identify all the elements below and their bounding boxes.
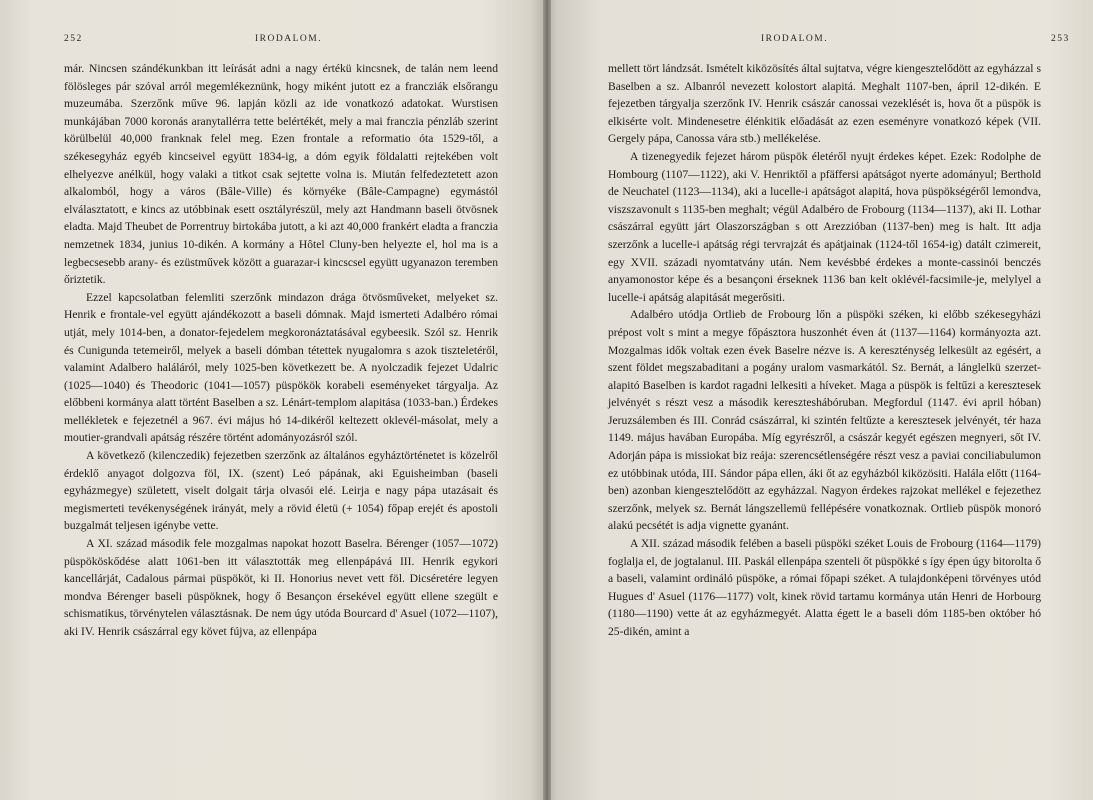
page-body: [64, 60, 498, 641]
paragraph: már. Nincsen szándékunkban itt leírását adni a nagy értékü kincsnek, de talán nem leend fölösleges pár szóval arról megemlékeznünk, hogy miként jutott ez a francziák elsőrangu muzeumába. Szerzőnk műve 96. lapján közli az ide vonatkozó adatokat. Wurstisen munkájában 7000 koronás aranytallérra tette belértékét, mely a mai franczia pénzláb szerint körülbelül 40,000 franknak felel meg. Ezen frontale a reformatio óta 1529-től, a székesegyház egyéb kincseivel együtt 1834-ig, a dóm egyik földalatti rejtekében volt elhelyezve anélkül, hogy valaki a titkot csak sejtette volna is. Miután felfedeztetett azon alkalomból, hogy a város (Bâle-Ville) és környéke (Bâle-Campagne) egymástól elválasztatott, e kincs az utóbbinak esett osztályrészül, mely azt Handmann baseli ötvösnek eladta. Majd Theubet de Porrentruy birtokába jutott, a ki azt 40,000 frankért eladta a franczia nemzetnek 1834, junius 10-dikén. A kormány a Hôtel Cluny-ben helyezte el, hol ma is a legbecsesebb arany- és ezüstművek között a guarazar-i kincscsel együtt ugyanazon teremben őriztetik.: [64, 62, 498, 287]
running-head: IRODALOM.: [255, 34, 323, 44]
paragraph: A tizenegyedik fejezet három püspök életéről nyujt érdekes képet. Ezek: Rodolphe de Hombourg (1107—1122), aki V. Henriktől a pfäffersi apátságot nyerte adományul; Berthold de Neuchatel (1123—1134), aki a lucelle-i apátságot alapitá, hova püspökségéről lemondva, viszszavonult s 1135-ben meghalt; végül Adalbéro de Frobourg (1134—1137), aki II. Lothar császárral együtt járt Olaszországban s ott Arezzióban (1137-ben) meg is halt. Itt adja szerzőnk a lucelle-i apátság régi tervrajzát és apátjainak (1124-től 1654-ig) datált czimereit, egy XVII. századi nyomtatvány után. Nem kevésbbé érdekes a monte-cassinói benczés anyamonostor képe és a besançoni érseknek 1136 ban kelt oklévél-facsimile-je, melylyel a lucelle-i apátság alapitását megerősiti.: [608, 149, 1041, 304]
page-number: 253: [1051, 34, 1070, 44]
right-page: [546, 0, 1093, 800]
paragraph: Ezzel kapcsolatban felemliti szerzőnk mindazon drága ötvösműveket, melyeket sz. Henrik e frontale-vel együtt ajándékozott a baseli dómnak. Majd ismerteti Adalbéro római utját, mely 1014-ben, a donator-fejedelem megkoronáztatásával egybeesik. Szól sz. Henrik és Cunigunda tetemeiről, melyek a baseli dómban tétettek nyugalomra s azok tiszteletéről, valamint Adalbero haláláról, mely 1025-ben következett be. A nyolczadik fejezet Udalric (1025—1040) és Theodoric (1041—1057) püspökök korabeli eseményeket tárgyalja. Az előbbeni kormánya alatt történt Baselben a sz. Lénárt-templom alapitása (1033-ban.) Érdekes mellékletek e fejezetnél a 967. évi május hó 14-dikéről keltezett oklevél-másolat, mely a moutier-grandvali apátság részére történt adományozásról szól.: [64, 290, 498, 445]
paragraph: mellett tört lándzsát. Ismételt kiközösítés által sujtatva, végre kiengesztelődött az egyházzal s Baselben a sz. Albanról nevezett kolostort alapitá. Meghalt 1107-ben, ápril 12-dikén. E fejezetben tárgyalja szerzőnk IV. Henrik császár canossai vezeklését is, hova őt a püspök is elkisérte volt. Mindenesetre élénkitik előadását az ezen eseményre vonatkozó képek (VII. Gergely pápa, Canossa vára stb.) mellékelése.: [608, 62, 1041, 146]
paragraph: Adalbéro utódja Ortlieb de Frobourg lőn a püspöki széken, ki előbb székesegyházi prépost volt s mint a megye főpásztora huszonhét éven át (1137—1164) kormányozta azt. Mozgalmas idők voltak ezen évek Baselre nézve is. A kereszténység lelkesült az egésért, a szent földet megszabaditani a pogány uralom vasmarkától. Sz. Bernát, a lánglelkü szerzet-alapitó Baselben is kardot ragadni lelkesiti a híveket. Maga a püspök is feltűzi a keresztesek jelvényét s részt vesz a második kereszteshábóruban. Megfordul (1147. évi april hóban) Jeruzsálemben és III. Conrád császárral, ki szintén feltűzte a keresztesek jelvényét, tér haza 1149. május havában Europába. Míg egyrészről, a császár kegyét egészen megnyeri, sőt IV. Adorján pápa is missiokat biz reája: szerencsétlenségére részt vesz a paviai conciliabulumon ez utóbbinak utóda, III. Sándor pápa ellen, áki őt az egyházból kiközösiti. Halála előtt (1164-ben) azonban kiengesztelődött az egyházzal. Nagyon érdekes rajzokat mellékel e fejezethez szerzőnk, melyek sz. Bernát lángszellemü fellépésére vonatkoznak. Ortlieb püspök monoró alakú pecsétét is adja vignette gyanánt.: [608, 308, 1041, 533]
paragraph: A XI. század második fele mozgalmas napokat hozott Baselra. Bérenger (1057—1072) püspököskődése alatt 1061-ben itt választották meg ellenpápává III. Henrik egykori kancellárját, Cadalous pármai püspököt, ki II. Honorius nevet vett föl. Dicséretére legyen mondva Bérenger baseli püspöknek, hogy ő Besançon érsekével együtt ellene szegült e schismatikus, törvénytelen választásnak. De nem úgy utóda Bourcard d' Asuel (1072—1107), aki IV. Henrik császárral egy követ fújva, az ellenpápa: [64, 537, 498, 638]
page-number: 252: [64, 34, 83, 44]
running-head: IRODALOM.: [761, 34, 829, 44]
paragraph: A következő (kilenczedik) fejezetben szerzőnk az általános egyháztörténetet is közelről érdeklő anyagot dolgozva föl, IX. (szent) Leó pápának, aki Eguisheimban (baseli egyházmegye) született, viselt dolgait tárja olvasói elé. Leirja e nagy pápa utazásait és megismerteti tevékenységének irányát, mely a rövid életü (+ 1054) főpap erejét és apostoli buzgalmát teljesen igénybe vette.: [64, 449, 498, 533]
paragraph: A XII. század második felében a baseli püspöki széket Louis de Frobourg (1164—1179) foglalja el, de jogtalanul. III. Paskál ellenpápa szenteli őt püspökké s így épen úgy bitorolta ő a baseli, valamint ordináló püspöke, a római főpapi széket. A tulajdonképeni törvényes utód Hugues d' Asuel (1176—1177) volt, kinek rövid tartamu kormánya után Henri de Horbourg (1180—1190) vette át az egyházmegyét. Alatta égett le a baseli dóm 1185-ben október hó 25-dikén, amint a: [608, 537, 1041, 638]
page-body: [608, 60, 1041, 641]
book-gutter: [543, 0, 551, 800]
left-page: [0, 0, 546, 800]
